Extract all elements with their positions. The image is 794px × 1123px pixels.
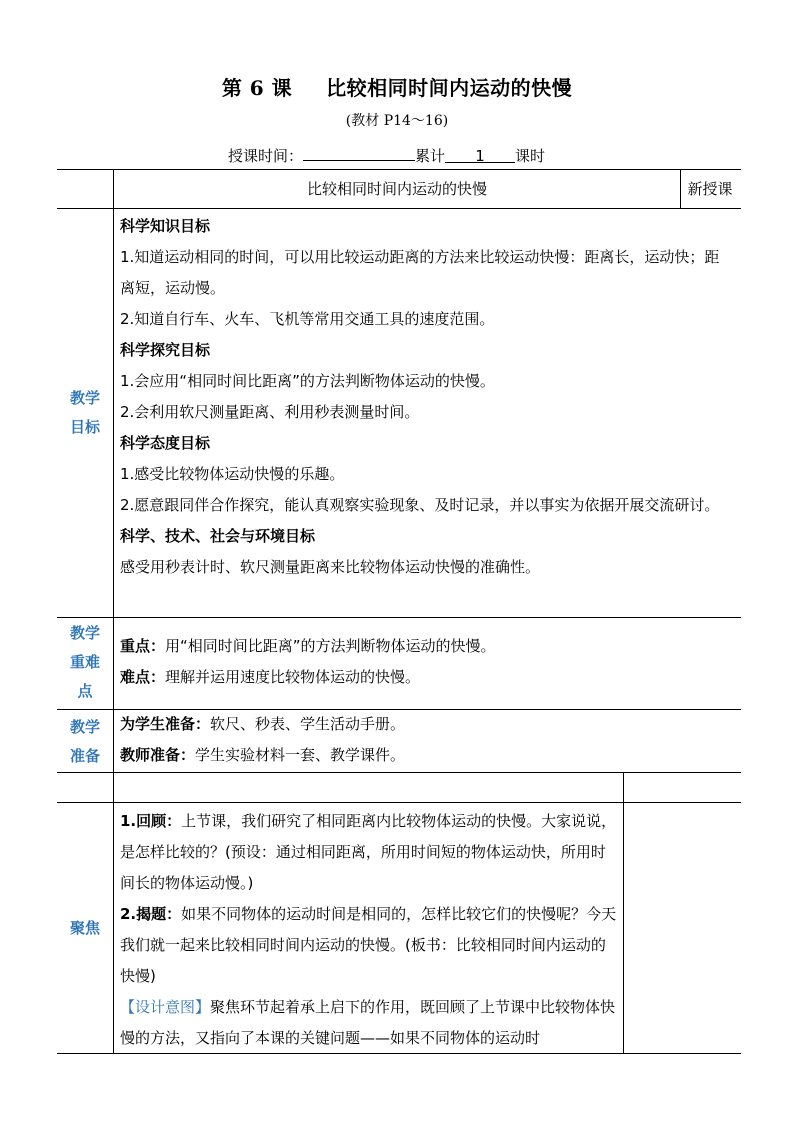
key-point: 重点：用“相同时间比距离”的方法判断物体运动的快慢。: [120, 637, 496, 655]
hours-unit: 课时: [515, 147, 546, 165]
teacher-preparation: 教师准备：学生实验材料一套、教学课件。: [120, 746, 406, 764]
table-divider: [57, 772, 741, 773]
knowledge-item: 2.知道自行车、火车、飞机等常用交通工具的速度范围。: [120, 310, 495, 328]
reveal-paragraph: 2.揭题：如果不同物体的运动时间是相同的，怎样比较它们的快慢呢？今天我们就一起来比较相同时间内运动的快慢。(板书：比较相同时间内运动的快慢): [120, 905, 617, 985]
sts-item: 感受用秒表计时、软尺测量距离来比较物体运动快慢的准确性。: [120, 558, 541, 576]
objectives-label: 教学 目标: [69, 389, 100, 436]
attitude-item: 2.愿意跟同伴合作探究，能认真观察实验现象、及时记录，并以事实为依据开展交流研讨。: [120, 496, 720, 514]
table-divider: [57, 208, 741, 209]
topic-cell: 比较相同时间内运动的快慢: [306, 180, 487, 198]
table-column-divider: [623, 772, 624, 1054]
inquiry-item: 1.会应用“相同时间比距离”的方法判断物体运动的快慢。: [120, 372, 495, 390]
difficult-point: 难点：理解并运用速度比较物体运动的快慢。: [120, 668, 421, 686]
hours-value: 1: [445, 145, 515, 163]
cumulative-label: 累计: [415, 147, 446, 165]
preparation-content: [120, 709, 722, 771]
key-points-content: [120, 631, 722, 693]
knowledge-item: 1.知道运动相同的时间，可以用比较运动距离的方法来比较运动快慢：距离长，运动快；距离短，运动慢。: [120, 248, 720, 297]
lesson-type-cell: 新授课: [687, 180, 733, 198]
inquiry-heading: 科学探究目标: [120, 341, 211, 359]
objectives-content: [120, 211, 722, 583]
lesson-title: [0, 73, 794, 103]
class-time-label: 授课时间：: [228, 147, 304, 165]
attitude-heading: 科学态度目标: [120, 434, 211, 452]
student-preparation: 为学生准备：软尺、秒表、学生活动手册。: [120, 715, 406, 733]
design-intent-paragraph: 【设计意图】聚焦环节起着承上启下的作用，既回顾了上节课中比较物体快慢的方法，又指向了本课的关键问题——如果不同物体的运动时: [120, 998, 616, 1047]
review-paragraph: 1.回顾：上节课，我们研究了相同距离内比较物体运动的快慢。大家说说，是怎样比较的？(预设：通过相同距离，所用时间短的物体运动快，所用时间长的物体运动慢。): [120, 812, 617, 892]
lesson-name: 比较相同时间内运动的快慢: [326, 76, 573, 100]
class-time-blank: [303, 143, 415, 161]
preparation-label: 教学 准备: [69, 718, 100, 765]
inquiry-item: 2.会利用软尺测量距离、利用秒表测量时间。: [120, 403, 420, 421]
knowledge-heading: 科学知识目标: [120, 217, 211, 235]
key-points-label: 教学 重难 点: [69, 624, 100, 700]
sts-heading: 科学、技术、社会与环境目标: [120, 527, 316, 545]
table-column-divider: [113, 169, 114, 1054]
textbook-pages: (教材 P14～16): [345, 113, 449, 129]
table-divider: [57, 617, 741, 618]
lesson-number: 第 6 课: [221, 76, 293, 100]
class-time-line: [228, 143, 545, 167]
focus-content: [120, 806, 620, 1054]
focus-label: 聚焦: [69, 919, 100, 937]
table-divider: [57, 802, 741, 803]
attitude-item: 1.感受比较物体运动快慢的乐趣。: [120, 465, 345, 483]
